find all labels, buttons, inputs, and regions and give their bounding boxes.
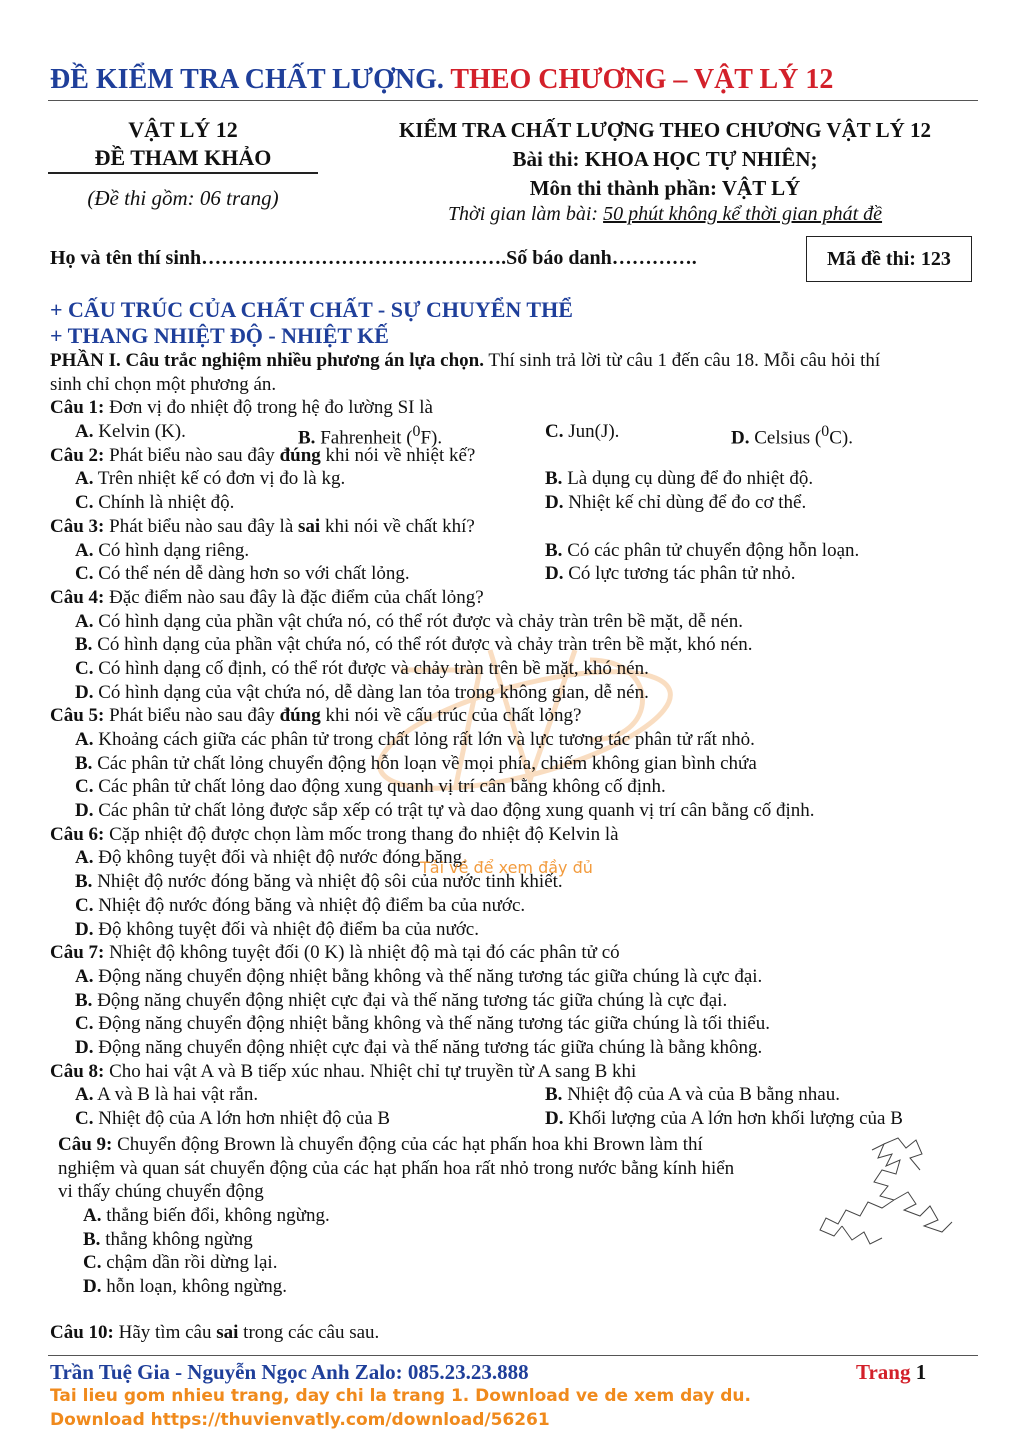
subject-label: VẬT LÝ 12	[128, 117, 238, 142]
question-label: Câu 7:	[50, 942, 105, 964]
page-count-note: (Đề thi gồm: 06 trang)	[87, 186, 279, 210]
option-label: A.	[75, 539, 94, 561]
option-text: Fahrenheit (	[315, 427, 413, 449]
option-text: hỗn loạn, không ngừng.	[101, 1276, 287, 1298]
option-a[interactable]	[75, 420, 186, 444]
question-3	[50, 515, 978, 539]
option-label: B.	[545, 1084, 563, 1106]
option-text: Jun(J).	[563, 421, 620, 443]
question-emphasis: sai	[298, 515, 321, 537]
exam-paper: Bài thi: KHOA HỌC TỰ NHIÊN;	[512, 147, 818, 171]
question-text: Hãy tìm câu	[113, 1322, 217, 1343]
option-text: Nhiệt độ của A lớn hơn nhiệt độ của B	[93, 1108, 391, 1129]
option-text: Khoảng cách giữa các phân tử trong chất lỏng rất lớn và lực tương tác phân tử rất nhỏ.	[93, 729, 755, 750]
option-label: B.	[75, 871, 93, 893]
option-text: Độ không tuyệt đối và nhiệt độ điểm ba của nước.	[93, 918, 479, 940]
option-c[interactable]	[75, 1107, 390, 1131]
question-emphasis: đúng	[279, 705, 321, 727]
option-text: Có hình dạng riêng.	[93, 539, 250, 561]
title-divider	[48, 100, 978, 101]
option-label: D.	[545, 1108, 564, 1129]
option-label: D.	[75, 800, 94, 822]
option-d[interactable]	[50, 918, 978, 942]
option-label: A.	[83, 1205, 102, 1227]
option-text: Kelvin (K).	[93, 421, 186, 443]
options-row	[50, 1083, 978, 1107]
question-text: Cho hai vật A và B tiếp xúc nhau. Nhiệt chỉ tự truyền từ A sang B khi	[104, 1060, 637, 1082]
download-watermark[interactable]: Tải về để xem đầy đủ	[420, 858, 593, 877]
question-label: Câu 8:	[50, 1060, 105, 1082]
question-4	[50, 586, 978, 610]
footer-divider	[48, 1355, 978, 1356]
header-right-block	[340, 116, 990, 203]
option-text: Nhiệt kế chỉ dùng để đo cơ thể.	[563, 492, 807, 514]
question-7	[50, 941, 978, 965]
download-link[interactable]: Download https://thuvienvatly.com/download/56261	[50, 1410, 550, 1430]
option-label: C.	[75, 894, 94, 916]
title-blue-part: ĐỀ KIỂM TRA CHẤT LƯỢNG.	[50, 64, 444, 95]
question-text: Cặp nhiệt độ được chọn làm mốc trong thang đo nhiệt độ Kelvin là	[104, 823, 619, 845]
exam-heading: KIỂM TRA CHẤT LƯỢNG THEO CHƯƠNG VẬT LÝ 12	[398, 118, 932, 142]
option-c[interactable]	[50, 657, 978, 681]
question-9-line-1	[58, 1133, 798, 1157]
option-label: A.	[75, 421, 94, 443]
question-text: Phát biểu nào sau đây là	[104, 515, 299, 537]
option-label: C.	[83, 1252, 102, 1274]
exam-duration	[340, 203, 990, 226]
exam-code-box: Mã đề thi: 123	[806, 236, 972, 282]
question-text: Chuyển động Brown là chuyển động của các hạt phấn hoa khi Brown làm thí	[112, 1134, 703, 1155]
footer-page	[856, 1360, 926, 1385]
option-label: C.	[545, 421, 564, 443]
question-label: Câu 1:	[50, 397, 105, 419]
option-label: D.	[75, 1036, 94, 1058]
option-c[interactable]	[50, 1012, 978, 1036]
option-text: F).	[420, 427, 443, 449]
page-label: Trang	[856, 1360, 911, 1384]
option-text: Có các phân tử chuyển động hỗn loạn.	[562, 539, 860, 561]
option-label: B.	[75, 752, 93, 774]
option-text: Nhiệt độ của A và của B bằng nhau.	[562, 1084, 840, 1106]
option-text: Có hình dạng cố định, có thể rót được và chảy tràn trên bề mặt, khó nén.	[93, 657, 649, 679]
option-label: D.	[75, 681, 94, 703]
option-label: B.	[75, 634, 93, 656]
question-9	[58, 1133, 798, 1299]
option-label: C.	[75, 657, 94, 679]
option-label: A.	[75, 729, 94, 750]
option-text: Động năng chuyển động nhiệt bằng không và thế năng tương tác giữa chúng là cực đại.	[93, 965, 763, 987]
option-text: Có hình dạng của phần vật chứa nó, có thể rót được và chảy tràn trên bề mặt, dễ nén.	[93, 610, 743, 632]
option-text: Độ không tuyệt đối và nhiệt độ nước đóng băng.	[93, 847, 467, 869]
exam-body	[50, 349, 978, 1131]
option-a[interactable]	[75, 539, 249, 563]
header-left-divider	[48, 172, 318, 174]
header-left-block	[48, 116, 318, 172]
question-9-line-2: nghiệm và quan sát chuyển động của các hạt phấn hoa rất nhỏ trong nước bằng kính hiển	[58, 1157, 735, 1179]
exam-subject: Môn thi thành phần: VẬT LÝ	[529, 176, 801, 200]
option-d[interactable]	[50, 1036, 978, 1060]
options-row	[50, 539, 978, 563]
document-title	[50, 64, 833, 96]
question-text: Phát biểu nào sau đây	[104, 444, 280, 466]
option-b[interactable]	[545, 467, 813, 491]
option-label: B.	[545, 468, 563, 490]
option-label: B.	[545, 539, 563, 561]
option-a[interactable]	[75, 467, 345, 491]
option-text: Các phân tử chất lỏng dao động xung quanh vị trí cân bằng không cố định.	[93, 776, 666, 798]
question-label: Câu 2:	[50, 444, 105, 466]
option-label: B.	[83, 1228, 101, 1250]
option-text: Trên nhiệt kế có đơn vị đo là kg.	[93, 468, 346, 490]
candidate-info-line: Họ và tên thí sinh……………………………………….Số báo danh………….	[50, 247, 697, 269]
question-text: trong các câu sau.	[238, 1322, 380, 1343]
question-text: khi nói về chất khí?	[320, 515, 475, 537]
option-text: chậm dần rồi dừng lại.	[101, 1252, 278, 1274]
option-text: Các phân tử chất lỏng chuyển động hỗn loạn về mọi phía, chiếm không gian bình chứa	[92, 752, 757, 774]
question-emphasis: đúng	[279, 444, 321, 466]
option-b[interactable]	[545, 1083, 840, 1107]
option-text: Động năng chuyển động nhiệt cực đại và thế năng tương tác giữa chúng là bằng không.	[93, 1036, 763, 1058]
option-b[interactable]	[50, 752, 978, 776]
question-label: Câu 3:	[50, 515, 105, 537]
options-row	[50, 1107, 978, 1131]
option-d[interactable]	[545, 562, 795, 586]
question-9-line-3: vi thấy chúng chuyển động	[58, 1181, 264, 1203]
options-row	[50, 467, 978, 491]
option-label: D.	[731, 427, 750, 449]
option-c[interactable]	[545, 420, 619, 444]
option-text: C).	[829, 427, 853, 449]
option-text: thẳng biến đổi, không ngừng.	[101, 1205, 330, 1227]
question-label: Câu 6:	[50, 823, 105, 845]
option-label: C.	[75, 776, 94, 798]
question-label: Câu 9:	[58, 1134, 113, 1155]
option-label: C.	[75, 1013, 94, 1035]
exam-type-label: ĐỀ THAM KHẢO	[94, 145, 272, 170]
question-label: Câu 10:	[50, 1322, 114, 1343]
option-label: A.	[75, 610, 94, 632]
question-text: Đơn vị đo nhiệt độ trong hệ đo lường SI là	[104, 397, 433, 419]
option-d[interactable]	[50, 681, 978, 705]
option-sup: 0	[821, 423, 830, 441]
option-text: thẳng không ngừng	[100, 1228, 253, 1250]
brownian-motion-figure	[812, 1130, 972, 1250]
option-b[interactable]	[545, 539, 859, 563]
part-heading	[50, 349, 978, 373]
option-text: Động năng chuyển động nhiệt cực đại và thế năng tương tác giữa chúng là cực đại.	[92, 989, 728, 1011]
option-c[interactable]	[50, 894, 978, 918]
question-10	[50, 1322, 379, 1344]
option-a[interactable]	[50, 965, 978, 989]
option-label: B.	[298, 427, 316, 449]
question-text: khi nói về nhiệt kế?	[320, 444, 476, 466]
question-text: Phát biểu nào sau đây	[104, 705, 280, 727]
option-b[interactable]	[50, 989, 978, 1013]
option-text: Có hình dạng của vật chứa nó, dễ dàng lan tỏa trong không gian, dễ nén.	[93, 681, 649, 703]
option-a[interactable]	[58, 1204, 798, 1228]
option-label: A.	[75, 1084, 94, 1106]
option-text: A và B là hai vật rắn.	[93, 1084, 259, 1106]
option-c[interactable]	[75, 491, 234, 515]
option-text: Có hình dạng của phần vật chứa nó, có thể rót được và chảy tràn trên bề mặt, khó nén.	[92, 634, 753, 656]
option-label: D.	[75, 918, 94, 940]
option-text: Có thể nén dễ dàng hơn so với chất lỏng.	[93, 563, 410, 585]
topic-1: + CẤU TRÚC CỦA CHẤT CHẤT - SỰ CHUYỂN THỂ	[50, 297, 573, 322]
download-note: Tai lieu gom nhieu trang, day chi la trang 1. Download ve de xem day du.	[50, 1386, 751, 1406]
question-emphasis: sai	[216, 1322, 239, 1343]
title-red-part: THEO CHƯƠNG – VẬT LÝ 12	[450, 64, 834, 95]
option-text: Động năng chuyển động nhiệt bằng không và thế năng tương tác giữa chúng là tối thiểu.	[93, 1013, 770, 1035]
option-d[interactable]	[50, 799, 978, 823]
option-label: A.	[75, 468, 94, 490]
option-a[interactable]	[75, 1083, 258, 1107]
footer-author: Trần Tuệ Gia - Nguyễn Ngọc Anh Zalo: 085.23.23.888	[50, 1360, 529, 1384]
option-d[interactable]	[545, 1107, 903, 1131]
option-text: Khối lượng của A lớn hơn khối lượng của B	[563, 1108, 903, 1129]
option-b[interactable]	[50, 633, 978, 657]
option-text: Nhiệt độ nước đóng băng và nhiệt độ điểm ba của nước.	[93, 894, 526, 916]
question-text: khi nói về cấu trúc của chất lỏng?	[320, 705, 582, 727]
option-label: B.	[75, 989, 93, 1011]
options-row	[50, 420, 978, 449]
question-label: Câu 5:	[50, 705, 105, 727]
option-text: Nhiệt độ nước đóng băng và nhiệt độ sôi của nước tinh khiết.	[92, 871, 563, 893]
question-5	[50, 704, 978, 728]
option-d[interactable]	[58, 1275, 798, 1299]
option-text: Có lực tương tác phân tử nhỏ.	[563, 563, 796, 585]
option-d[interactable]	[545, 491, 806, 515]
question-6	[50, 823, 978, 847]
option-label: D.	[545, 492, 564, 514]
options-row	[50, 562, 978, 586]
options-row	[50, 491, 978, 515]
option-a[interactable]	[50, 728, 978, 752]
question-label: Câu 4:	[50, 586, 105, 608]
question-text: Nhiệt độ không tuyệt đối (0 K) là nhiệt độ mà tại đó các phân tử có	[104, 942, 620, 964]
option-label: D.	[545, 563, 564, 585]
option-text: Các phân tử chất lỏng được sắp xếp có trật tự và dao động xung quanh vị trí cân bằng cố định.	[93, 800, 815, 822]
option-label: C.	[75, 492, 94, 514]
option-sup: 0	[412, 423, 421, 441]
option-label: A.	[75, 965, 94, 987]
option-c[interactable]	[50, 775, 978, 799]
duration-value: 50 phút không kể thời gian phát đề	[603, 203, 883, 225]
option-label: C.	[75, 1108, 94, 1129]
option-text: Là dụng cụ dùng để đo nhiệt độ.	[562, 468, 814, 490]
question-text: Đặc điểm nào sau đây là đặc điểm của chất lỏng?	[104, 586, 484, 608]
option-c[interactable]	[58, 1251, 798, 1275]
question-1	[50, 396, 978, 420]
question-2	[50, 444, 978, 468]
part-instruction-cont: sinh chỉ chọn một phương án.	[50, 373, 277, 395]
option-label: D.	[83, 1276, 102, 1298]
option-text: Celsius (	[749, 427, 822, 449]
part-title: PHẦN I. Câu trắc nghiệm nhiều phương án lựa chọn.	[50, 350, 484, 371]
option-label: A.	[75, 847, 94, 869]
option-a[interactable]	[50, 610, 978, 634]
option-text: Chính là nhiệt độ.	[93, 492, 235, 514]
page-number: 1	[915, 1360, 927, 1384]
option-b[interactable]	[58, 1228, 798, 1252]
option-label: C.	[75, 563, 94, 585]
part-instruction: Thí sinh trả lời từ câu 1 đến câu 18. Mỗi câu hỏi thí	[483, 350, 881, 371]
question-8	[50, 1060, 978, 1084]
topic-2: + THANG NHIỆT ĐỘ - NHIỆT KẾ	[50, 323, 389, 348]
duration-label: Thời gian làm bài:	[447, 203, 599, 225]
option-c[interactable]	[75, 562, 410, 586]
